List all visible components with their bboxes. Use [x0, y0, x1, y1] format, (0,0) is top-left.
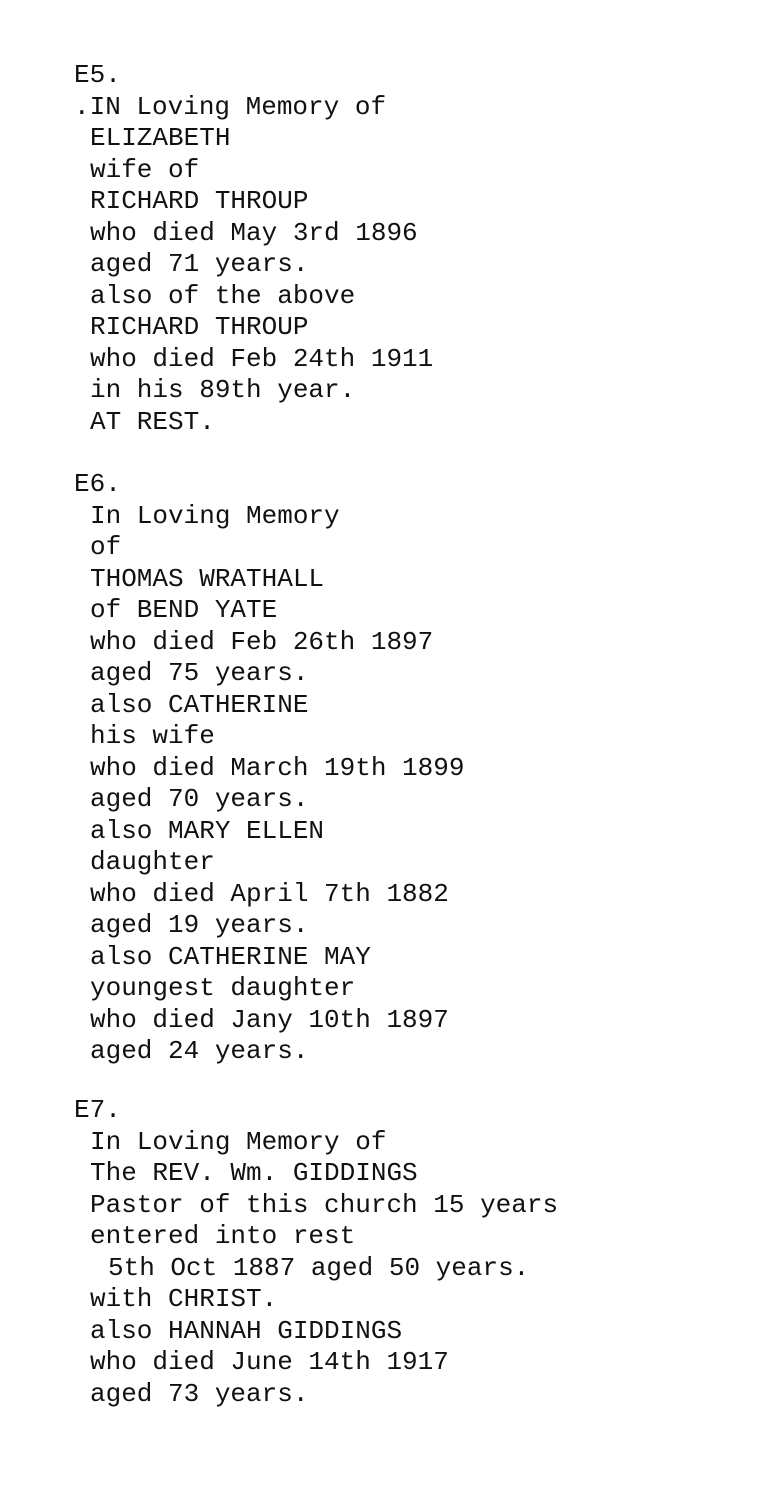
inscription-line: with CHRIST. [90, 1284, 278, 1314]
inscription-line: ELIZABETH [90, 123, 231, 153]
inscription-line: in his 89th year. [90, 375, 356, 405]
memorial-entry-e5 [0, 60, 773, 438]
inscription-line: RICHARD THROUP [90, 186, 309, 216]
inscription-line: who died April 7th 1882 [90, 878, 449, 909]
inscription-line: also CATHERINE MAY [90, 941, 371, 972]
inscription-line: aged 19 years. [90, 910, 309, 940]
inscription-line: In Loving Memory [90, 500, 340, 531]
inscription-line: daughter [90, 847, 215, 877]
inscription-line: THOMAS WRATHALL [90, 563, 325, 594]
inscription-line: who died Feb 24th 1911 [90, 343, 434, 374]
inscription-line: also MARY ELLEN [90, 815, 325, 846]
entry-id: E7. [74, 1095, 121, 1125]
inscription-line: aged 24 years. [90, 1036, 309, 1066]
memorial-entry-e7 [0, 1095, 773, 1410]
inscription-line: also HANNAH GIDDINGS [90, 1315, 403, 1346]
inscription-line: of BEND YATE [90, 595, 278, 625]
inscription-line: .IN Loving Memory of [74, 91, 387, 122]
inscription-line: who died Feb 26th 1897 [90, 626, 434, 657]
inscription-line: also CATHERINE [90, 689, 309, 720]
inscription-lines [0, 501, 773, 1068]
inscription-line: RICHARD THROUP [90, 312, 309, 342]
inscription-line: wife of [90, 154, 200, 185]
inscription-line: of [90, 532, 122, 562]
inscription-line: who died Jany 10th 1897 [90, 1004, 449, 1035]
inscription-line: aged 73 years. [90, 1378, 309, 1409]
inscription-line: AT REST. [90, 406, 215, 437]
inscription-line: youngest daughter [90, 973, 356, 1003]
inscription-line: his wife [90, 721, 215, 751]
entry-id: E5. [74, 60, 121, 90]
inscription-line: entered into rest [90, 1221, 356, 1251]
entry-id: E6. [74, 469, 121, 499]
inscription-line: In Loving Memory of [90, 1126, 387, 1157]
inscription-line: also of the above [90, 280, 356, 311]
memorial-entry-e6 [0, 469, 773, 1068]
inscription-lines [0, 92, 773, 439]
inscription-line: aged 70 years. [90, 784, 309, 814]
inscription-lines [0, 1127, 773, 1411]
inscription-line: The REV. Wm. GIDDINGS [90, 1158, 418, 1188]
inscription-line: 5th Oct 1887 aged 50 years. [108, 1252, 530, 1283]
inscription-line: Pastor of this church 15 years [90, 1189, 559, 1220]
inscription-line: aged 71 years. [90, 249, 309, 279]
inscription-line: aged 75 years. [90, 658, 309, 688]
inscription-line: who died March 19th 1899 [90, 752, 465, 783]
inscription-line: who died May 3rd 1896 [90, 217, 418, 248]
inscription-line: who died June 14th 1917 [90, 1347, 449, 1377]
